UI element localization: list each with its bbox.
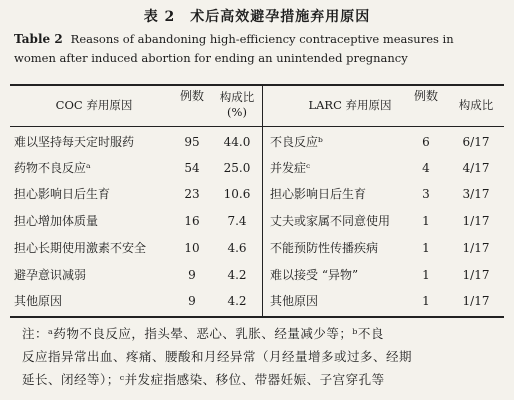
table-header-rule bbox=[10, 126, 504, 127]
coc-reason-cell: 担心影响日后生育 bbox=[14, 187, 111, 201]
coc-count-cell: 23 bbox=[184, 187, 200, 201]
coc-ratio-cell: 10.6 bbox=[223, 187, 251, 201]
table-footnote bbox=[22, 322, 508, 391]
table-number: Table 2 bbox=[14, 32, 63, 46]
larc-count-cell: 1 bbox=[422, 294, 430, 308]
footnote-line: 注：ᵃ药物不良反应，指头晕、恶心、乳胀、经量减少等；ᵇ不良 bbox=[22, 326, 384, 341]
larc-count-cell: 1 bbox=[422, 241, 430, 255]
larc-count-cell: 4 bbox=[422, 161, 430, 175]
coc-reason-cell: 避孕意识减弱 bbox=[14, 268, 87, 282]
coc-reason-cell: 药物不良反应ᵃ bbox=[14, 161, 91, 175]
larc-count-cell: 1 bbox=[422, 268, 430, 282]
table-title-en-line2: women after induced abortion for ending an unintended pregnancy bbox=[14, 51, 408, 65]
footnote-line: 反应指异常出血、疼痛、腰酸和月经异常（月经量增多或过多、经期 bbox=[22, 349, 413, 364]
header-larc-count: 例数 bbox=[414, 89, 439, 103]
coc-ratio-cell: 4.2 bbox=[227, 268, 247, 282]
coc-count-cell: 54 bbox=[184, 161, 200, 175]
larc-ratio-cell: 1/17 bbox=[462, 268, 490, 282]
coc-ratio-cell: 4.6 bbox=[227, 241, 247, 255]
larc-reason-cell: 不良反应ᵇ bbox=[270, 135, 323, 149]
coc-ratio-cell: 7.4 bbox=[227, 214, 247, 228]
coc-reason-cell: 担心长期使用激素不安全 bbox=[14, 241, 147, 255]
coc-count-cell: 16 bbox=[184, 214, 200, 228]
larc-reason-cell: 丈夫或家属不同意使用 bbox=[270, 214, 391, 228]
larc-ratio-cell: 6/17 bbox=[462, 135, 490, 149]
table-title-cn: 表 2 术后高效避孕措施弃用原因 bbox=[143, 9, 371, 25]
coc-ratio-cell: 4.2 bbox=[227, 294, 247, 308]
coc-reason-cell: 难以坚持每天定时服药 bbox=[14, 135, 135, 149]
coc-count-cell: 10 bbox=[184, 241, 200, 255]
coc-reason-cell: 其他原因 bbox=[14, 294, 63, 308]
coc-count-cell: 9 bbox=[188, 294, 196, 308]
coc-ratio-cell: 25.0 bbox=[223, 161, 251, 175]
larc-ratio-cell: 1/17 bbox=[462, 241, 490, 255]
header-coc-count: 例数 bbox=[180, 89, 205, 103]
table-title-en-line1: Reasons of abandoning high-efficiency contraceptive measures in bbox=[70, 32, 454, 46]
coc-ratio-cell: 44.0 bbox=[223, 135, 251, 149]
larc-count-cell: 6 bbox=[422, 135, 430, 149]
table-top-rule bbox=[10, 84, 504, 86]
coc-count-cell: 95 bbox=[184, 135, 200, 149]
larc-reason-cell: 担心影响日后生育 bbox=[270, 187, 367, 201]
larc-ratio-cell: 1/17 bbox=[462, 214, 490, 228]
larc-ratio-cell: 3/17 bbox=[462, 187, 490, 201]
table-bottom-rule bbox=[10, 316, 504, 318]
coc-count-cell: 9 bbox=[188, 268, 196, 282]
larc-reason-cell: 其他原因 bbox=[270, 294, 319, 308]
header-larc-reason: LARC 弃用原因 bbox=[308, 98, 392, 112]
larc-reason-cell: 并发症ᶜ bbox=[270, 161, 311, 175]
table-title-en bbox=[14, 30, 506, 68]
larc-ratio-cell: 1/17 bbox=[462, 294, 490, 308]
header-coc-ratio: 构成比 (%) bbox=[219, 90, 255, 119]
footnote-line: 延长、闭经等）；ᶜ并发症指感染、移位、带器妊娠、子宫穿孔等 bbox=[22, 372, 385, 387]
larc-reason-cell: 难以接受 “异物” bbox=[270, 268, 359, 282]
larc-count-cell: 1 bbox=[422, 214, 430, 228]
larc-count-cell: 3 bbox=[422, 187, 430, 201]
coc-reason-cell: 担心增加体质量 bbox=[14, 214, 99, 228]
larc-reason-cell: 不能预防性传播疾病 bbox=[270, 241, 379, 255]
larc-ratio-cell: 4/17 bbox=[462, 161, 490, 175]
header-coc-reason: COC 弃用原因 bbox=[55, 98, 133, 112]
header-larc-ratio: 构成比 bbox=[458, 98, 494, 112]
table-center-divider bbox=[262, 85, 263, 317]
